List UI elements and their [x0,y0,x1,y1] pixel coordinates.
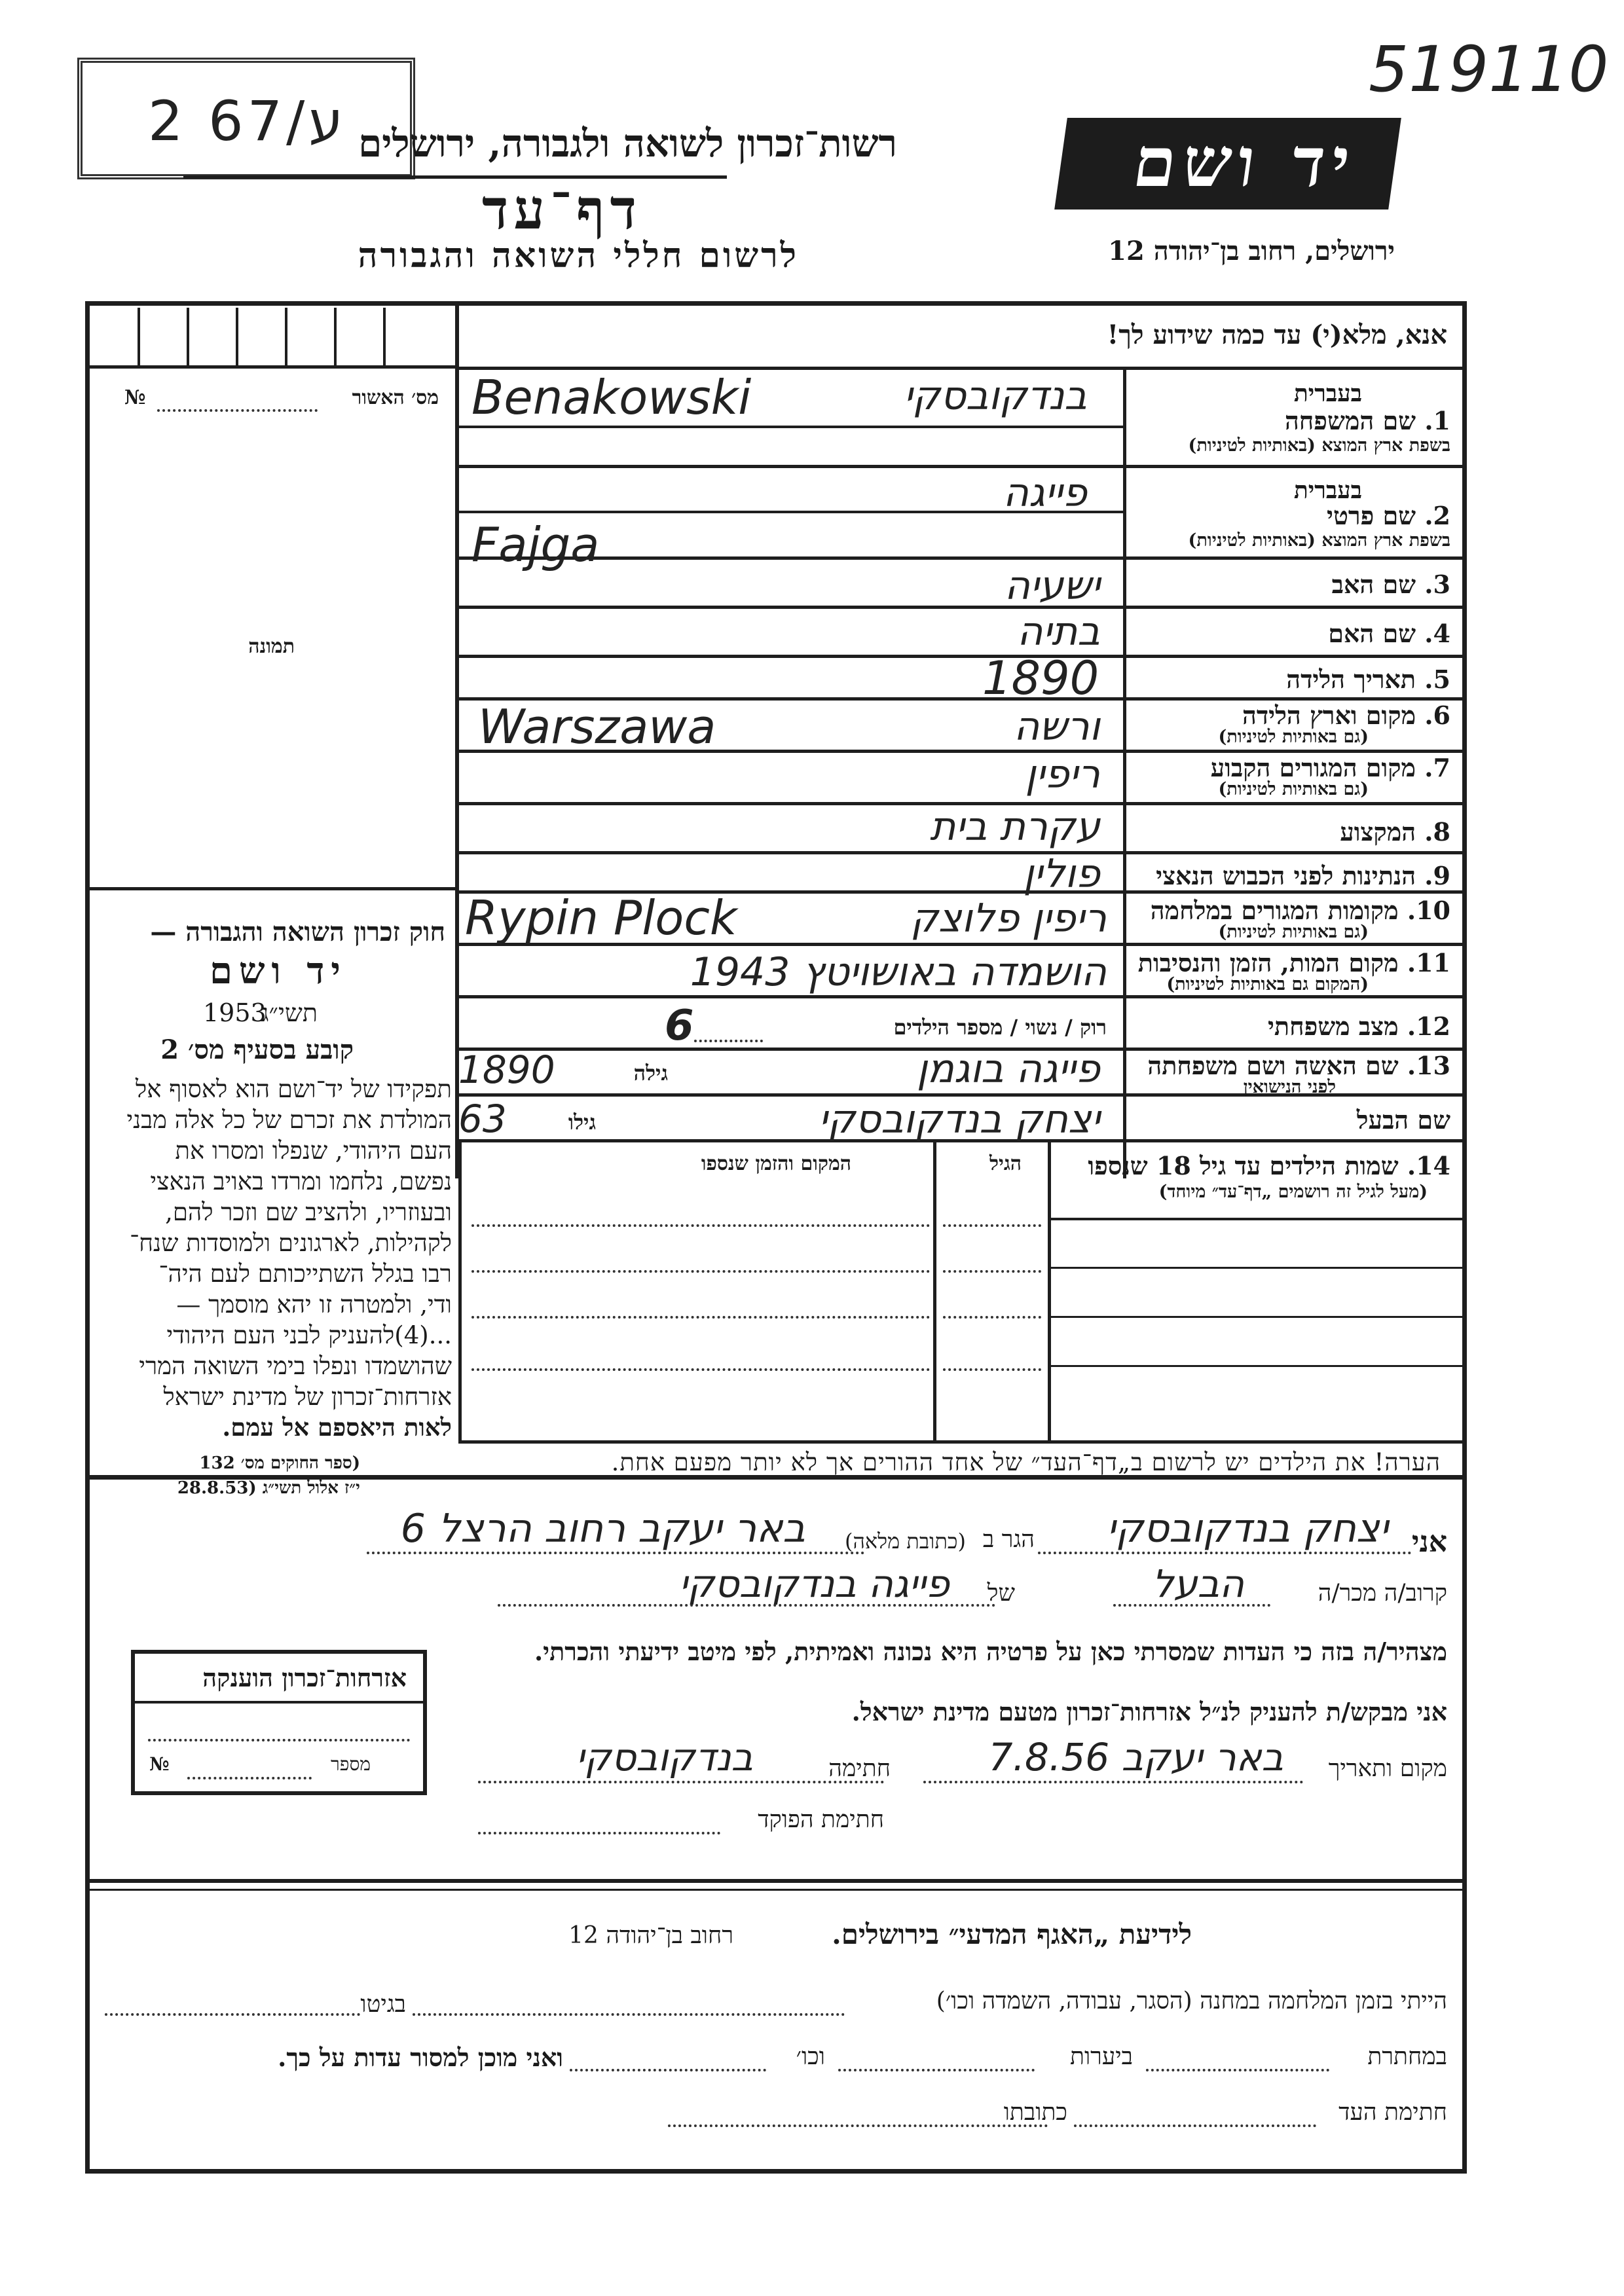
law-line: תפקידו של יד־ושם הוא לאסוף אל [135,1075,452,1103]
declaration-ani: אני [1411,1525,1447,1559]
field-11-value: הושמדה באושויטץ 1943 [690,949,1107,995]
declaration-name: יצחק בנדקובסקי [1107,1506,1388,1552]
declaration-signature: בנדקובסקי [576,1735,753,1779]
footer-underground: במחתרת [1367,2043,1447,2070]
field-14-col-age: הגיל [989,1152,1022,1175]
law-year-he: תשי״ג [260,998,318,1027]
law-line: רבו בגלל השתייכותם לעם היה־ [158,1260,452,1288]
field-4-value: בתיה [1017,609,1100,655]
law-ref-1: (ספר החוקים מס׳ 132 [199,1453,360,1473]
law-line: לאות היאספם אל עמם. [222,1413,452,1442]
field-12-options: רוק / נשוי / מספר הילדים [893,1015,1107,1040]
field-11-sub: (המקום גם באותיות לטיניות) [1166,974,1369,994]
field-11-label: 11. מקום המות, הזמן והנסיבות [1137,948,1450,977]
hebrew-label-1: בעברית [1293,380,1362,407]
approval-number-label: מס׳ האשור [352,386,439,409]
field-2-label: 2. שם פרטי [1326,501,1450,530]
law-line: אזרחות־זכרון של מדינת ישראל [163,1383,452,1411]
husband-label: שם הבעל [1356,1105,1450,1135]
law-year: 1953 [203,998,267,1027]
field-2-sub: בשפת ארץ המוצא (באותיות לטיניות) [1188,530,1450,551]
field-13-value: פייגה בוגמן [916,1046,1100,1092]
field-10-sub: (גם באותיות לטיניות) [1218,922,1369,942]
field-9-value: פולין [1023,851,1100,897]
law-line: שהושמדו ונפלו בימי השואה המרי [139,1352,452,1380]
field-13-sub: לפני הנישואין [1243,1077,1336,1097]
citizenship-title: אזרחות־זכרון הוענקה [202,1663,407,1692]
law-line: לקהילות, לארגונים ולמוסדות שנח־ [129,1229,452,1257]
form-title: דף־עד [481,177,642,242]
stamp-text: 2 67/ע [148,89,347,153]
field-3-value: ישעיה [1004,563,1100,609]
field-5-label: 5. תאריך הלידה [1286,665,1450,694]
declaration-of-label: של [987,1580,1015,1607]
hebrew-label-2: בעברית [1293,477,1362,504]
declaration-relative-label: קרוב/ה מכר/ה [1318,1580,1447,1607]
footer-line-1: הייתי בזמן המלחמה במחנה (הסגר, עבודה, השמדה וכו׳) [936,1988,1447,2014]
footer-forests: ביערות [1069,2043,1133,2070]
field-14-col-place: המקום והזמן שנספו [701,1152,851,1175]
page-number: 519110 [1369,33,1609,106]
header-underline [183,175,727,179]
field-6-value-latin: Warszawa [478,699,716,754]
law-name: יד ושם [209,949,347,993]
law-section: קובע בסעיף מס׳ 2 [160,1034,354,1065]
field-12-label: 12. מצב משפחתי [1267,1011,1450,1041]
yad-vashem-logo [1054,118,1401,210]
footer-title: לידיעת „האגף המדעי״ בירושלים. [832,1918,1192,1950]
law-line: העם היהודי, שנפלו ומסרו את [175,1137,452,1165]
declaration-relative: הבעל [1152,1561,1244,1606]
field-7-sub: (גם באותיות לטיניות) [1218,779,1369,799]
law-line: נפשם, נלחמו ומרדו באויב הנאצי [150,1167,452,1195]
declaration-officer-label: חתימת הפוקד [758,1806,884,1833]
field-13-label: 13. שם האשה ושם משפחתה [1147,1051,1450,1080]
field-2-value-latin: Fajga [471,517,600,572]
husband-age: 63 [458,1097,507,1141]
field-14-sub: (מעל לגיל זה רושמים „דף־עד״ מיוחד) [1158,1182,1428,1202]
law-line: המולדת את זכרם של כל אלה מבני [126,1106,452,1134]
code-boxes [88,308,455,369]
footer-address-label: כתובתו [1003,2099,1067,2126]
field-3-label: 3. שם האב [1331,570,1450,599]
declaration-request: אני מבקש/ת להעניק לנ״ל אזרחות־זכרון מטעם מדינת ישראל. [851,1697,1447,1726]
form-subtitle: לרשום חללי השואה והגבורה [358,236,799,276]
footer-address: רחוב בן־יהודה 12 [568,1922,733,1949]
declaration-address-label: (כתובת מלאה) [845,1529,966,1554]
footer-witness-signature: חתימת העד [1338,2099,1447,2126]
law-text [92,1074,452,1443]
field-13-age-label: גילה [633,1061,668,1085]
field-10-value-hebrew: ריפין פלוצק [910,896,1107,941]
field-10-label: 10. מקומות המגורים במלחמה [1150,896,1450,925]
declaration-address: באר יעקב רחוב הרצל 6 [400,1506,805,1552]
field-10-value-latin: Rypin Plock [465,890,737,945]
field-7-value: ריפין [1025,752,1100,797]
law-ref-2: י״ז אלול תשי״ג (28.8.53 [177,1478,360,1498]
logo-text: יד ושם [1128,122,1361,202]
husband-value: יצחק בנדקובסקי [819,1097,1100,1142]
law-title: חוק זכרון השואה והגבורה — [150,917,445,947]
field-13-age: 1890 [458,1048,555,1092]
husband-age-label: גילו [568,1110,596,1135]
field-6-value-hebrew: ורשה [1014,704,1100,750]
citizenship-number-label: מספר [331,1753,371,1775]
field-5-value: 1890 [982,651,1099,705]
field-1-sub: בשפת ארץ המוצא (באותיות לטיניות) [1188,435,1450,456]
field-2-value-hebrew: פייגה [1003,470,1087,516]
photo-label: תמונה [248,635,295,658]
field-6-label: 6. מקום וארץ הלידה [1242,701,1450,730]
approval-number-mark: № [124,386,146,409]
header-address: ירושלים, רחוב בן־יהודה 12 [1108,236,1395,266]
footer-frame [85,1480,1467,2174]
field-12-value: 6 [665,1002,694,1050]
field-6-sub: (גם באותיות לטיניות) [1218,727,1369,747]
field-1-value-hebrew: בנדקובסקי [904,373,1087,419]
note: הערה! את הילדים יש לרשום ב„דף־העד״ של אחד ההורים אך לא יותר מפעם אחת. [611,1448,1441,1476]
declaration-place-date-label: מקום ותאריך [1328,1755,1447,1782]
instructions: אנא, מלא(י) עד כמה שידוע לך! [1107,319,1447,350]
field-4-label: 4. שם האם [1328,619,1450,648]
law-line: ...(4)להעניק לבני העם היהודי [166,1321,452,1349]
field-1-label: 1. שם המשפחה [1284,406,1450,435]
footer-testimony: ואני מוכן למסור עדות על כך. [278,2043,563,2072]
field-8-label: 8. המקצוע [1340,817,1450,847]
footer-etc: וכו׳ [796,2043,825,2070]
declaration-signature-label: חתימה [828,1755,891,1782]
header-authority: רשות־זכרון לשואה ולגבורה, ירושלים [358,121,897,166]
citizenship-number-mark: № [149,1753,170,1775]
field-8-value: עקרת בית [929,804,1100,850]
declaration-of-value: פייגה בנדקובסקי [678,1561,950,1606]
declaration-lives-label: הגר ב [982,1526,1035,1553]
field-1-value-latin: Benakowski [471,370,752,425]
field-14-label: 14. שמות הילדים עד גיל 18 שנספו [1088,1151,1450,1180]
footer-ghetto-label: בגיטו [360,1991,406,2018]
law-line: ובעוזריו, ולהציב שם וזכר להם, [165,1198,452,1226]
declaration-place-date: באר יעקב 7.8.56 [988,1735,1283,1779]
field-7-label: 7. מקום המגורים הקבוע [1210,753,1450,782]
declaration-statement: מצהיר/ה בזה כי העדות שמסרתי כאן על פרטיה היא נכונה ואמיתית, לפי מיטב ידיעתי והכרתי. [534,1637,1447,1666]
law-line: ודי, ולמטרה זו יהא מוסמך — [176,1290,452,1319]
field-9-label: 9. הנתינות לפני הכבוש הנאצי [1156,861,1450,890]
